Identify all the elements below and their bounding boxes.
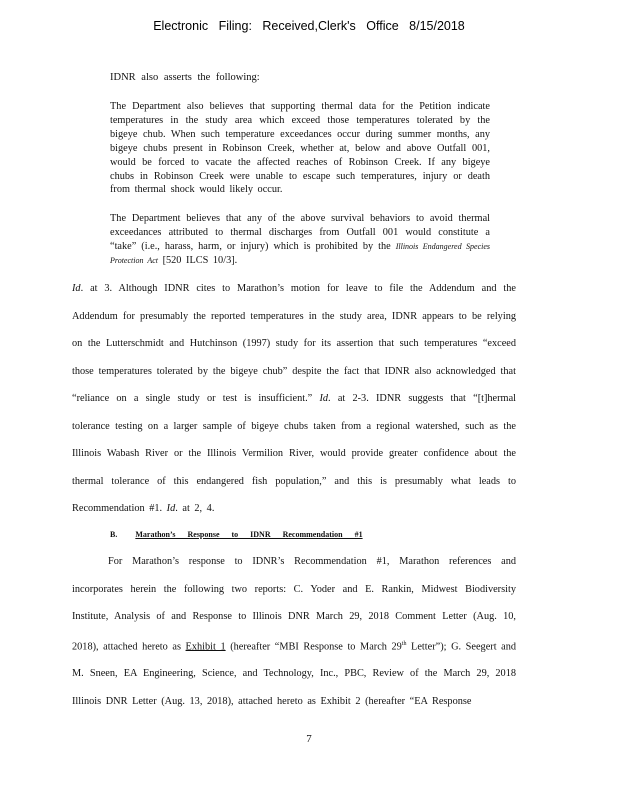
id-cite: Id <box>72 283 81 294</box>
para1-text-3: . at 2, 4. <box>175 503 215 514</box>
ordinal-suffix: th <box>401 640 407 647</box>
exhibit-1-reference: Exhibit 1 <box>185 640 226 652</box>
intro-line: IDNR also asserts the following: <box>110 72 260 83</box>
para1-text-1: . at 3. Although IDNR cites to Marathon’s motion for leave to file the Addendum and the Addendum for presumably the reported temperatures in the study area, IDNR appears to be relying on the Lutterschmidt and Hutchinson (1997) study for its assertion that such temperatures “exceed those temperatures tolerated by the bigeye chub” despite the fact that IDNR also acknowledged that “reliance on a single study or test is insufficient.” <box>72 283 516 404</box>
block-quote-1: The Department also believes that supporting thermal data for the Petition indicate temperatures in the study area which exceed those temperatures tolerated by the bigeye chub. When such temperature exceedances occur during summer months, any bigeye chubs present in Robinson Creek, whether at, below and above Outfall 001, would be forced to vacate the affected reaches of Robinson Creek. If any bigeye chubs in Robinson Creek were unable to escape such temperatures, injury or death from thermal shock would likely occur. <box>110 101 490 196</box>
id-cite: Id <box>319 393 329 404</box>
id-cite: Id <box>166 503 176 514</box>
body-paragraph-2 <box>72 548 516 715</box>
para1-text-2: . at 2-3. IDNR suggests that “[t]hermal tolerance testing on a larger sample of bigeye chubs taken from a regional watershed, such as the Illinois Wabash River or the Illinois Vermilion River, would provide greater confidence about the thermal tolerance of this endangered fish population,” and this is presumably what leads to Recommendation #1. <box>72 393 516 514</box>
filing-header: Electronic Filing: Received,Clerk's Office 8/15/2018 <box>153 19 465 33</box>
section-label: B. <box>110 530 118 539</box>
act-title: Illinois Endangered Species Protection Act <box>110 241 491 265</box>
section-title: Marathon’s Response to IDNR Recommendation #1 <box>135 530 363 539</box>
para2-text-1: For Marathon’s response to IDNR’s Recommendation #1, Marathon references and incorporates herein the following two reports: C. Yoder and E. Rankin, Midwest Biodiversity Institute, Analysis of and Response to Illinois DNR March 29, 2018 Comment Letter (Aug. 10, 2018), attached hereto as <box>72 556 516 652</box>
section-heading <box>110 530 363 539</box>
body-paragraph-1 <box>72 275 516 523</box>
block-quote-2 <box>110 212 490 268</box>
para2-text-3: Letter”); G. Seegert and M. Sneen, EA Engineering, Science, and Technology, Inc., PBC, Review of the March 29, 2018 Illinois DNR Letter (Aug. 13, 2018), attached hereto as Exhibit 2 (hereafter “EA Response <box>72 640 517 707</box>
page-number: 7 <box>306 733 312 745</box>
quote2-text: The Department believes that any of the above survival behaviors to avoid thermal exceedances attributed to thermal discharges from Outfall 001 would constitute a “take” (i.e., harass, harm, or injury) which is prohibited by the <box>110 213 490 252</box>
para2-text-2: (hereafter “MBI Response to March 29 <box>225 640 402 652</box>
quote2-cite: [520 ILCS 10/3]. <box>158 254 238 266</box>
